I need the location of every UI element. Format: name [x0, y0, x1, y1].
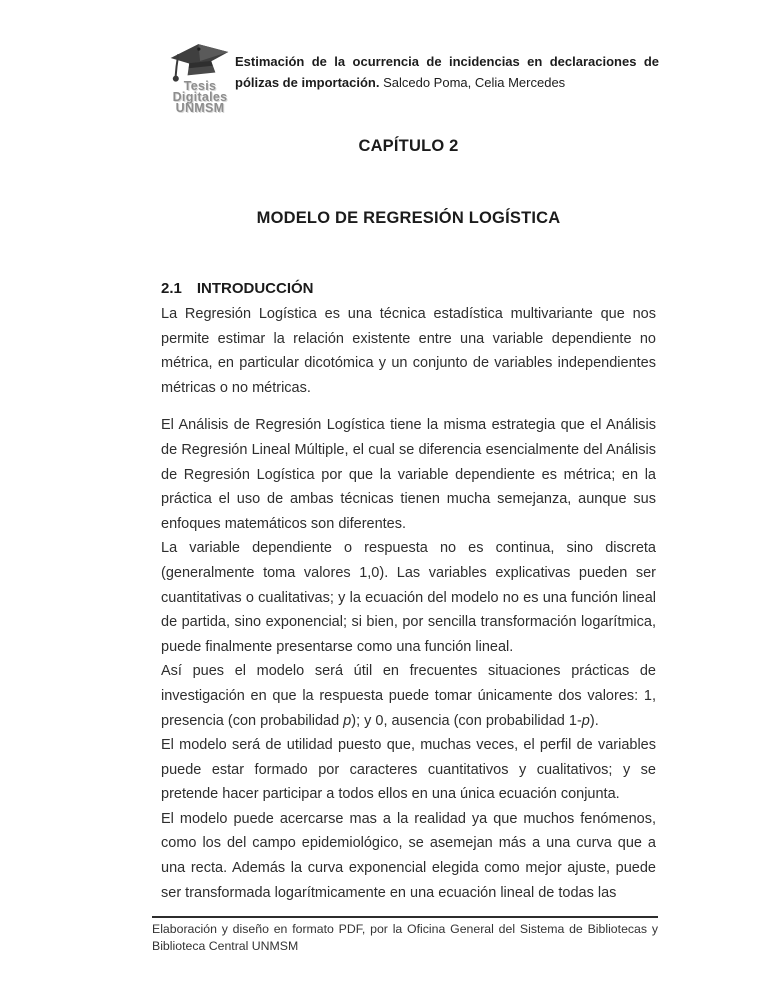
section-heading: [161, 280, 314, 297]
chapter-heading: CAPÍTULO 2: [358, 137, 459, 155]
header-running-title: [235, 52, 659, 93]
paragraph: La variable dependiente o respuesta no es continua, sino discreta (generalmente toma valores 1,0). Las variables explicativas pueden ser cuantitativas o cualitativas; y la ecuación del modelo no es una función lineal de partida, sino exponencial; si bien, por sencilla transformación logarítmica, puede finalmente presentarse como una función lineal.: [161, 540, 656, 655]
thesis-title: Estimación de la ocurrencia de incidencias en declaraciones de pólizas de importación.: [235, 54, 659, 90]
paragraph: El modelo será de utilidad puesto que, muchas veces, el perfil de variables puede estar formado por caracteres cuantitativos y cualitativos; y se pretende hacer participar a todos ellos en una única ecuación conjunta.: [161, 737, 656, 803]
graduation-cap-icon: [167, 42, 233, 84]
footer-credit: Elaboración y diseño en formato PDF, por la Oficina General del Sistema de Bibliotecas y Biblioteca Central UNMSM: [152, 922, 658, 953]
logo-text-digitales: Digitales: [172, 90, 228, 104]
tesis-digitales-logo: [161, 42, 239, 114]
paragraph: Así pues el modelo será útil en frecuentes situaciones prácticas de investigación en que la respuesta puede tomar únicamente dos valores: 1, presencia (con probabilidad p); y 0, ausencia (con probabilidad 1-p).: [161, 663, 656, 729]
paragraph: El Análisis de Regresión Logística tiene la misma estrategia que el Análisis de Regresión Lineal Múltiple, el cual se diferencia esencialmente del Análisis de Regresión Logística por que la variable dependiente es métrica; en la práctica el uso de ambas técnicas tienen mucha semejanza, aunque sus enfoques matemáticos son diferentes.: [161, 417, 656, 532]
paragraph: El modelo puede acercarse mas a la realidad ya que muchos fenómenos, como los del campo epidemiológico, se asemejan más a una curva que a una recta. Además la curva exponencial elegida como mejor ajuste, puede ser transformada logarítmicamente en una ecuación lineal de todas las: [161, 810, 656, 901]
thesis-author: Salcedo Poma, Celia Mercedes: [379, 74, 566, 90]
section-number: 2.1: [161, 280, 182, 297]
chapter-title: MODELO DE REGRESIÓN LOGÍSTICA: [256, 209, 561, 227]
logo-text-unmsm: UNMSM: [175, 101, 225, 115]
footer-divider: [152, 916, 658, 918]
logo-text-tesis: Tesis: [183, 79, 217, 93]
paragraph: La Regresión Logística es una técnica estadística multivariante que nos permite estimar la relación existente entre una variable dependiente no métrica, en particular dicotómica y un conjunto de variables independientes métricas o no métricas.: [161, 306, 656, 396]
body-paragraphs: [161, 302, 656, 905]
section-title: INTRODUCCIÓN: [196, 280, 314, 297]
